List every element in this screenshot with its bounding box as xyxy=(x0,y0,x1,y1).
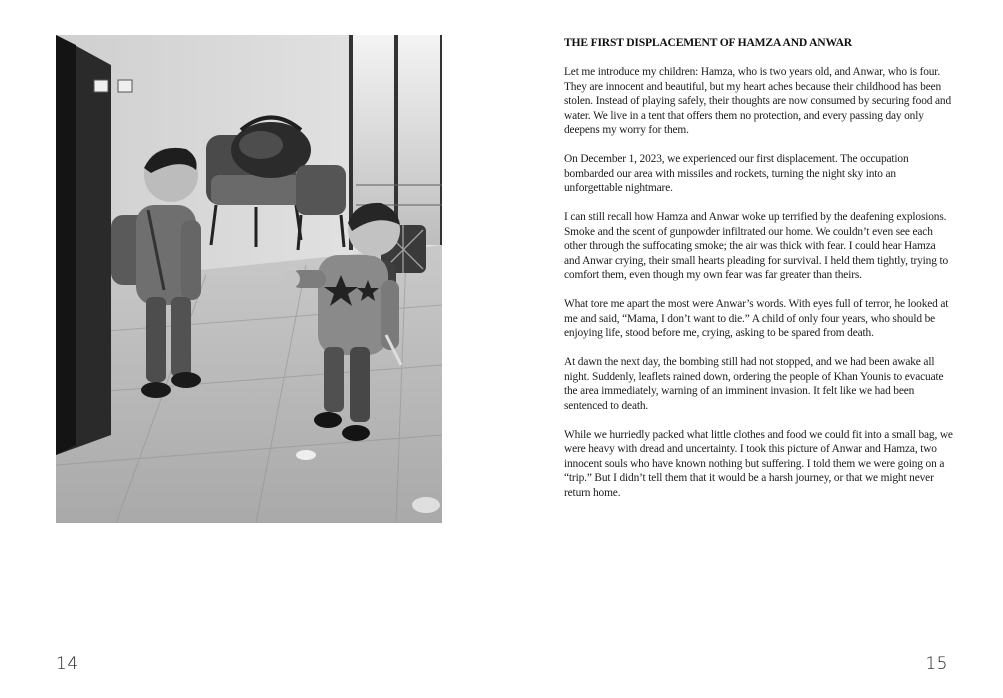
article xyxy=(564,36,953,515)
page-number-right: 15 xyxy=(925,654,948,674)
photo-two-boys xyxy=(56,35,442,523)
paragraph-1: Let me introduce my children: Hamza, who is two years old, and Anwar, who is four. They are innocent and beautiful, but my heart aches because their childhood has been stolen. Instead of playing safely, their thoughts are now consumed by securing food and water. We live in a tent that offers them no protection, and every passing day only deepens my worry for them. xyxy=(564,66,952,136)
paragraph-6: While we hurriedly packed what little clothes and food we could fit into a small bag, we were heavy with dread and uncertainty. I took this picture of Anwar and Hamza, two innocent souls who have known nothing but suffering. I told them we were going on a “trip.” But I didn’t tell them that it would be a harsh journey, or that we might never return home. xyxy=(564,428,953,499)
paragraph-5: At dawn the next day, the bombing still had not stopped, and we had been awake all night. Suddenly, leaflets rained down, ordering the people of Khan Younis to evacuate the area immediately, warning of an imminent invasion. It felt like we had been sentenced to death. xyxy=(564,356,944,412)
paragraph-2: On December 1, 2023, we experienced our first displacement. The occupation bombarded our area with missiles and rockets, turning the night sky into an unforgettable nightmare. xyxy=(564,153,909,194)
article-title: THE FIRST DISPLACEMENT OF HAMZA AND ANWAR xyxy=(564,36,852,49)
paragraph-4: What tore me apart the most were Anwar’s words. With eyes full of terror, he looked at me and said, “Mama, I don’t want to die.” A child of only four years, who should be enjoying life, stood before me, crying, asking to be spared from death. xyxy=(564,298,949,339)
paragraph-3: I can still recall how Hamza and Anwar woke up terrified by the deafening explosions. Smoke and the scent of gunpowder infiltrated our home. We couldn’t even see each other through the suffocating smoke; the air was thick with fear. I could hear Hamza and Anwar crying, their small hearts pleading for survival. I held them tightly, trying to comfort them, even though my own fear was far greater than theirs. xyxy=(564,211,949,281)
left-page xyxy=(0,0,501,698)
photo-illustration xyxy=(56,35,442,523)
right-page xyxy=(501,0,1003,698)
page-number-left: 14 xyxy=(56,654,79,674)
